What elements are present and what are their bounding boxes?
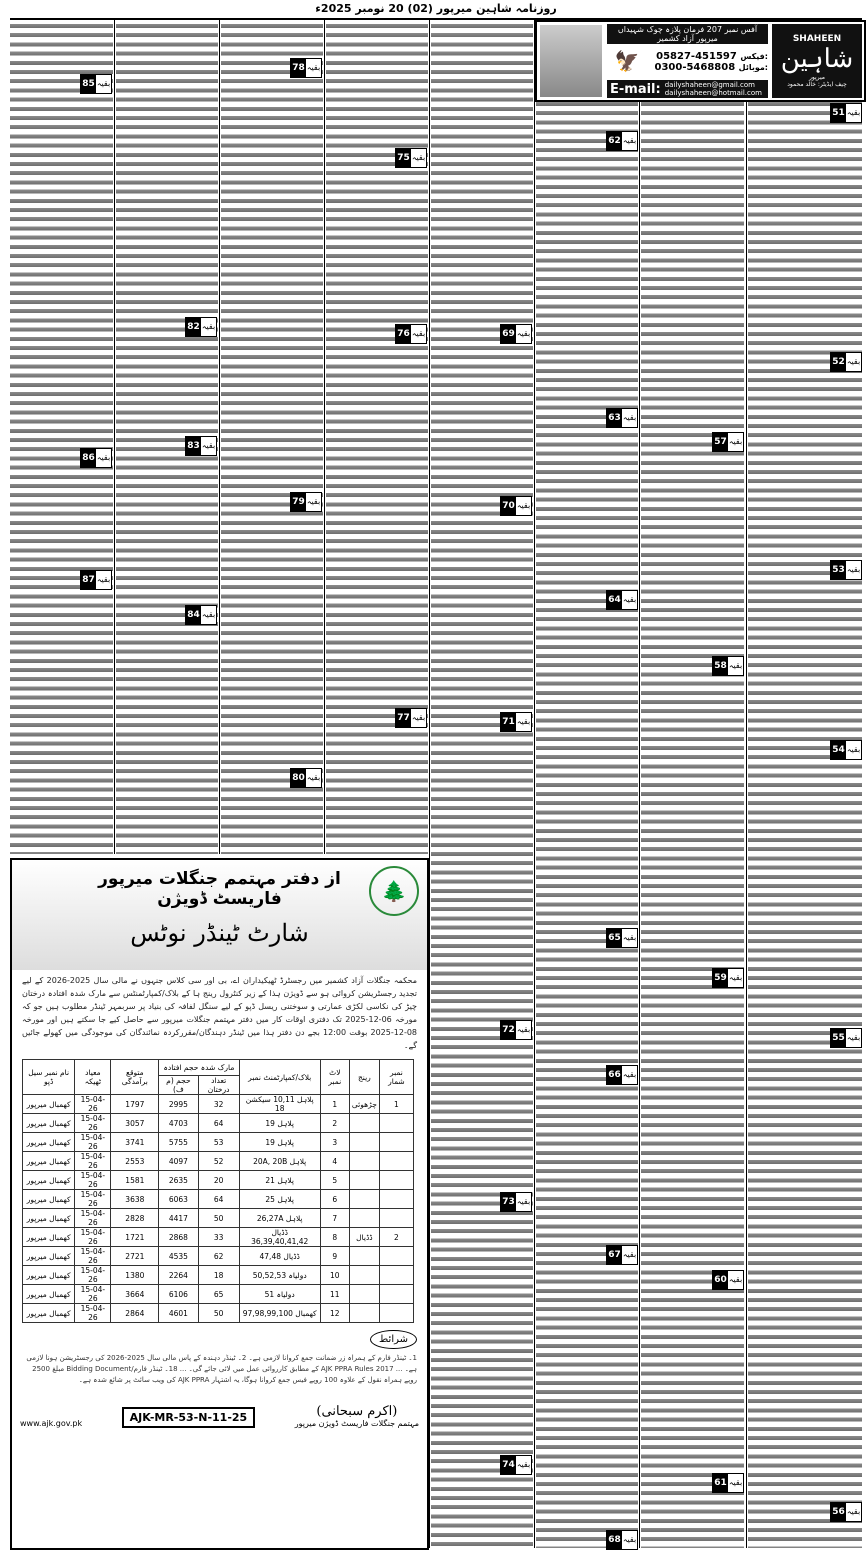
marker-number: 70	[501, 497, 516, 515]
marker-number: 74	[501, 1456, 516, 1474]
cell-period: 15-04-26	[75, 1095, 111, 1114]
email-label: E-mail:	[610, 81, 661, 97]
cell-period: 15-04-26	[75, 1266, 111, 1285]
cell-range	[349, 1285, 379, 1304]
office-address: آفس نمبر 207 فرمان پلازہ چوک شہیداں میرپور آزاد کشمیر	[607, 24, 768, 44]
continuation-marker	[606, 1530, 638, 1550]
cell-period: 15-04-26	[75, 1171, 111, 1190]
cell-volume: 4097	[159, 1152, 198, 1171]
cell-expected: 3057	[111, 1114, 159, 1133]
continuation-marker	[606, 1245, 638, 1265]
column-divider	[219, 20, 220, 854]
cell-sr: 1	[379, 1095, 413, 1114]
table-row	[23, 1133, 414, 1152]
cell-depot: کھمبال میرپور	[23, 1228, 75, 1247]
table-row	[23, 1228, 414, 1247]
marker-number: 61	[713, 1474, 728, 1492]
marker-number: 80	[291, 769, 306, 787]
cell-lot: 1	[320, 1095, 349, 1114]
continuation-marker	[712, 432, 744, 452]
col-header: معیاد ٹھیکہ	[75, 1060, 111, 1095]
cell-trees: 50	[198, 1209, 239, 1228]
cell-period: 15-04-26	[75, 1209, 111, 1228]
cell-expected: 3664	[111, 1285, 159, 1304]
column-divider	[114, 20, 115, 854]
cell-trees: 64	[198, 1114, 239, 1133]
marker-label: بقیہ	[846, 745, 861, 754]
continuation-marker	[290, 58, 322, 78]
marker-label: بقیہ	[728, 1478, 743, 1487]
news-column-2	[641, 100, 744, 1548]
cell-sr	[379, 1266, 413, 1285]
marker-number: 65	[607, 929, 622, 947]
eagle-icon: 🦅	[614, 49, 640, 73]
continuation-marker	[185, 317, 217, 337]
cell-block: دولیاہ 50,52,53	[239, 1266, 320, 1285]
marker-number: 59	[713, 969, 728, 987]
marker-number: 83	[186, 437, 201, 455]
cell-lot: 6	[320, 1190, 349, 1209]
cell-range: چڑھوئی	[349, 1095, 379, 1114]
masthead	[535, 20, 866, 102]
cell-depot: کھمبال میرپور	[23, 1209, 75, 1228]
cell-volume: 4703	[159, 1114, 198, 1133]
cell-period: 15-04-26	[75, 1247, 111, 1266]
marker-number: 82	[186, 318, 201, 336]
cell-sr	[379, 1171, 413, 1190]
continuation-marker	[500, 1455, 532, 1475]
cell-block: دولیاہ 51	[239, 1285, 320, 1304]
newspaper-logo	[772, 24, 862, 98]
cell-depot: کھمبال میرپور	[23, 1266, 75, 1285]
continuation-marker	[500, 712, 532, 732]
col-header: لاٹ نمبر	[320, 1060, 349, 1095]
table-row	[23, 1304, 414, 1323]
cell-block: پلاہل 21	[239, 1171, 320, 1190]
email-hotmail[interactable]: dailyshaheen@hotmail.com	[664, 89, 762, 97]
continuation-marker	[500, 496, 532, 516]
cell-range	[349, 1133, 379, 1152]
cell-depot: کھمبال میرپور	[23, 1190, 75, 1209]
marker-number: 62	[607, 132, 622, 150]
marker-number: 68	[607, 1531, 622, 1549]
cell-period: 15-04-26	[75, 1190, 111, 1209]
continuation-marker	[830, 1028, 862, 1048]
cell-expected: 2828	[111, 1209, 159, 1228]
news-column-4	[431, 22, 533, 1548]
cell-sr	[379, 1285, 413, 1304]
continuation-marker	[500, 1020, 532, 1040]
column-divider	[639, 20, 640, 1548]
cell-expected: 2721	[111, 1247, 159, 1266]
cell-depot: کھمبال میرپور	[23, 1171, 75, 1190]
cell-volume: 4535	[159, 1247, 198, 1266]
cell-expected: 1581	[111, 1171, 159, 1190]
marker-number: 87	[81, 571, 96, 589]
cell-lot: 3	[320, 1133, 349, 1152]
marker-number: 63	[607, 409, 622, 427]
fax-label: فیکس:	[740, 52, 768, 61]
email-gmail[interactable]: dailyshaheen@gmail.com	[664, 81, 755, 89]
cell-sr	[379, 1152, 413, 1171]
dateline: روزنامہ شاہین میرپور (02) 20 نومبر 2025ء	[10, 2, 862, 20]
marker-number: 64	[607, 591, 622, 609]
continuation-marker	[80, 570, 112, 590]
cell-range	[349, 1152, 379, 1171]
column-divider	[429, 20, 430, 1548]
marker-number: 76	[396, 325, 411, 343]
cell-expected: 2864	[111, 1304, 159, 1323]
continuation-marker	[712, 656, 744, 676]
cell-range	[349, 1171, 379, 1190]
marker-label: بقیہ	[846, 108, 861, 117]
continuation-marker	[606, 1065, 638, 1085]
continuation-marker	[712, 1473, 744, 1493]
marker-number: 60	[713, 1271, 728, 1289]
cell-expected: 3741	[111, 1133, 159, 1152]
marker-label: بقیہ	[96, 453, 111, 462]
col-group-header: مارک شدہ حجم افتادہ	[159, 1060, 239, 1076]
cell-depot: کھمبال میرپور	[23, 1095, 75, 1114]
marker-label: بقیہ	[306, 497, 321, 506]
cell-volume: 5755	[159, 1133, 198, 1152]
news-column-1	[748, 100, 862, 1548]
news-column-3	[536, 100, 638, 1548]
cell-sr	[379, 1209, 413, 1228]
cell-trees: 32	[198, 1095, 239, 1114]
cell-expected: 3638	[111, 1190, 159, 1209]
continuation-marker	[395, 148, 427, 168]
cell-depot: کھمبال میرپور	[23, 1133, 75, 1152]
cell-expected: 2553	[111, 1152, 159, 1171]
marker-label: بقیہ	[516, 717, 531, 726]
marker-label: بقیہ	[728, 1275, 743, 1284]
col-header: رینج	[349, 1060, 379, 1095]
cell-range	[349, 1114, 379, 1133]
continuation-marker	[500, 1192, 532, 1212]
continuation-marker	[290, 492, 322, 512]
cell-sr	[379, 1190, 413, 1209]
marker-label: بقیہ	[622, 413, 637, 422]
fax-number: 05827-451597	[656, 51, 737, 62]
marker-number: 78	[291, 59, 306, 77]
cell-period: 15-04-26	[75, 1152, 111, 1171]
logo-city: میرپور	[808, 74, 825, 81]
cell-trees: 18	[198, 1266, 239, 1285]
column-divider	[534, 20, 535, 1548]
forest-department-emblem-icon: 🌲	[369, 866, 419, 916]
cell-block: کھمبال 97,98,99,100	[239, 1304, 320, 1323]
marker-label: بقیہ	[622, 1250, 637, 1259]
table-row	[23, 1095, 414, 1114]
cell-trees: 52	[198, 1152, 239, 1171]
terms-label: شرائط	[370, 1330, 417, 1349]
cell-lot: 4	[320, 1152, 349, 1171]
marker-number: 79	[291, 493, 306, 511]
cell-range	[349, 1266, 379, 1285]
cell-depot: کھمبال میرپور	[23, 1114, 75, 1133]
cell-block: ڈڈیال 47,48	[239, 1247, 320, 1266]
marker-number: 69	[501, 325, 516, 343]
marker-label: بقیہ	[96, 79, 111, 88]
cell-expected: 1797	[111, 1095, 159, 1114]
cell-expected: 1380	[111, 1266, 159, 1285]
marker-label: بقیہ	[622, 136, 637, 145]
marker-label: بقیہ	[516, 1197, 531, 1206]
table-row	[23, 1247, 414, 1266]
marker-number: 84	[186, 606, 201, 624]
continuation-marker	[395, 708, 427, 728]
cell-volume: 2868	[159, 1228, 198, 1247]
mobile-number: 0300-5468808	[654, 62, 736, 73]
marker-label: بقیہ	[516, 501, 531, 510]
marker-label: بقیہ	[411, 713, 426, 722]
tender-table	[22, 1059, 414, 1323]
continuation-marker	[606, 590, 638, 610]
cell-volume: 2635	[159, 1171, 198, 1190]
marker-label: بقیہ	[96, 575, 111, 584]
cell-volume: 2264	[159, 1266, 198, 1285]
marker-number: 57	[713, 433, 728, 451]
continuation-marker	[606, 408, 638, 428]
marker-label: بقیہ	[306, 63, 321, 72]
marker-number: 67	[607, 1246, 622, 1264]
cell-block: پلاہل 19	[239, 1133, 320, 1152]
marker-label: بقیہ	[516, 1460, 531, 1469]
table-row	[23, 1114, 414, 1133]
cell-volume: 4601	[159, 1304, 198, 1323]
column-divider	[746, 20, 747, 1548]
marker-label: بقیہ	[516, 1025, 531, 1034]
marker-number: 77	[396, 709, 411, 727]
table-row	[23, 1152, 414, 1171]
continuation-marker	[830, 1502, 862, 1522]
table-row	[23, 1190, 414, 1209]
cell-sr: 2	[379, 1228, 413, 1247]
cell-range	[349, 1247, 379, 1266]
cell-sr	[379, 1247, 413, 1266]
marker-number: 71	[501, 713, 516, 731]
continuation-marker	[500, 324, 532, 344]
marker-number: 86	[81, 449, 96, 467]
cell-depot: کھمبال میرپور	[23, 1304, 75, 1323]
marker-number: 54	[831, 741, 846, 759]
continuation-marker	[606, 131, 638, 151]
cell-block: پلاہل 20A, 20B	[239, 1152, 320, 1171]
col-header: نمبر شمار	[379, 1060, 413, 1095]
cell-range: ڈڈیال	[349, 1228, 379, 1247]
continuation-marker	[830, 352, 862, 372]
table-row	[23, 1171, 414, 1190]
marker-label: بقیہ	[516, 329, 531, 338]
continuation-marker	[80, 448, 112, 468]
cell-block: پلاہل 26,27A	[239, 1209, 320, 1228]
monument-photo	[540, 25, 602, 97]
marker-label: بقیہ	[846, 357, 861, 366]
continuation-marker	[290, 768, 322, 788]
signatory-name: (اکرم سبحانی)	[316, 1404, 398, 1419]
cell-volume: 2995	[159, 1095, 198, 1114]
continuation-marker	[712, 968, 744, 988]
cell-trees: 20	[198, 1171, 239, 1190]
continuation-marker	[395, 324, 427, 344]
marker-label: بقیہ	[728, 973, 743, 982]
signatory-title: مہتمم جنگلات فاریسٹ ڈویژن میرپور	[294, 1419, 419, 1428]
website-link[interactable]: www.ajk.gov.pk	[20, 1419, 83, 1428]
marker-number: 51	[831, 104, 846, 122]
continuation-marker	[830, 740, 862, 760]
cell-volume: 4417	[159, 1209, 198, 1228]
cell-lot: 9	[320, 1247, 349, 1266]
cell-period: 15-04-26	[75, 1114, 111, 1133]
tender-notice	[10, 858, 429, 1550]
mobile-label: موبائل:	[738, 63, 768, 72]
table-row	[23, 1285, 414, 1304]
continuation-marker	[712, 1270, 744, 1290]
marker-number: 52	[831, 353, 846, 371]
marker-label: بقیہ	[201, 441, 216, 450]
advertisement-ref: AJK-MR-53-N-11-25	[122, 1407, 256, 1428]
tender-office: از دفتر مہتمم جنگلات میرپور فاریسٹ ڈویژن	[98, 869, 341, 909]
news-column-8	[10, 22, 113, 854]
marker-number: 66	[607, 1066, 622, 1084]
col-header: نام نمبر سیل ڈپو	[23, 1060, 75, 1095]
table-row	[23, 1266, 414, 1285]
marker-label: بقیہ	[411, 153, 426, 162]
logo-urdu: شاہین	[780, 44, 854, 74]
marker-label: بقیہ	[306, 773, 321, 782]
cell-depot: کھمبال میرپور	[23, 1152, 75, 1171]
cell-lot: 2	[320, 1114, 349, 1133]
logo-english: SHAHEEN	[792, 34, 842, 44]
cell-sr	[379, 1304, 413, 1323]
marker-label: بقیہ	[411, 329, 426, 338]
cell-period: 15-04-26	[75, 1228, 111, 1247]
continuation-marker	[80, 74, 112, 94]
cell-lot: 11	[320, 1285, 349, 1304]
col-header: بلاک/کمپارٹمنٹ نمبر	[239, 1060, 320, 1095]
tender-title: شارٹ ٹینڈر نوٹس	[130, 919, 309, 947]
marker-label: بقیہ	[201, 322, 216, 331]
cell-sr	[379, 1133, 413, 1152]
continuation-marker	[830, 560, 862, 580]
cell-period: 15-04-26	[75, 1304, 111, 1323]
cell-trees: 50	[198, 1304, 239, 1323]
cell-lot: 5	[320, 1171, 349, 1190]
cell-block: ڈڈیال 36,39,40,41,42	[239, 1228, 320, 1247]
cell-depot: کھمبال میرپور	[23, 1285, 75, 1304]
marker-number: 85	[81, 75, 96, 93]
col-header: متوقع برآمدگی	[111, 1060, 159, 1095]
marker-number: 75	[396, 149, 411, 167]
continuation-marker	[185, 436, 217, 456]
cell-lot: 12	[320, 1304, 349, 1323]
cell-volume: 6063	[159, 1190, 198, 1209]
marker-number: 55	[831, 1029, 846, 1047]
cell-sr	[379, 1114, 413, 1133]
cell-trees: 62	[198, 1247, 239, 1266]
col-header: حجم (م ف)	[159, 1076, 198, 1095]
col-header: تعداد درختان	[198, 1076, 239, 1095]
cell-volume: 6106	[159, 1285, 198, 1304]
cell-lot: 10	[320, 1266, 349, 1285]
column-divider	[324, 20, 325, 854]
cell-block: پلاہل 10,11 سیکشن 18	[239, 1095, 320, 1114]
marker-label: بقیہ	[846, 1033, 861, 1042]
marker-number: 56	[831, 1503, 846, 1521]
cell-lot: 8	[320, 1228, 349, 1247]
marker-label: بقیہ	[622, 595, 637, 604]
marker-label: بقیہ	[201, 610, 216, 619]
marker-number: 58	[713, 657, 728, 675]
cell-block: پلاہل 25	[239, 1190, 320, 1209]
cell-trees: 33	[198, 1228, 239, 1247]
cell-range	[349, 1190, 379, 1209]
marker-label: بقیہ	[622, 1070, 637, 1079]
continuation-marker	[830, 103, 862, 123]
continuation-marker	[606, 928, 638, 948]
marker-label: بقیہ	[622, 1535, 637, 1544]
marker-label: بقیہ	[728, 437, 743, 446]
marker-number: 53	[831, 561, 846, 579]
cell-trees: 65	[198, 1285, 239, 1304]
continuation-marker	[185, 605, 217, 625]
tender-terms: 1۔ ٹینڈر فارم کے ہمراہ زر ضمانت جمع کروانا لازمی ہے۔ 2۔ ٹینڈر دہندہ کے پاس مالی سال 2025-2026 کی رجسٹریشن ہونا لازمی ہے۔ ... AJK PPRA Rules 2017 کے مطابق کارروائی عمل میں لائی جائے گی۔ ... 18۔ ٹینڈر فارم/Bidding Document مبلغ 2500 روپے ہمراہ نقول کے علاوہ 100 روپے فیس جمع کروانا ہوگا، یہ اشتہار AJK PPRA کی ویب سائٹ پر شائع شدہ ہے۔	[26, 1354, 417, 1384]
cell-trees: 64	[198, 1190, 239, 1209]
marker-label: بقیہ	[622, 933, 637, 942]
cell-range	[349, 1209, 379, 1228]
marker-number: 73	[501, 1193, 516, 1211]
cell-trees: 53	[198, 1133, 239, 1152]
news-column-5	[326, 22, 428, 854]
editor-name: چیف ایڈیٹر: خالد محمود	[787, 81, 847, 88]
cell-depot: کھمبال میرپور	[23, 1247, 75, 1266]
cell-block: پلاہل 19	[239, 1114, 320, 1133]
tender-body: محکمہ جنگلات آزاد کشمیر میں رجسٹرڈ ٹھیکیداران اے، بی اور سی کلاس جنہوں نے مالی سال 2025-2026 کے لیے تجدید رجسٹریشن کروائی ہو سے ڈویژن ہذا کے زیر کنٹرول رینج ہا کے بلاک/کمپارٹمنٹس سے مارک شدہ افتادہ درختان چیڑ کی نکاسی لکڑی عمارتی و سوختنی ریسل ڈپو کے لیے سنگل لفافہ کی بنیاد پر سربمہر ٹینڈر مطلوب ہیں جو کہ مورخہ 06-12-2025 تک دفتری اوقات کار میں دفتر مہتمم جنگلات میرپور سے حاصل کیے جا سکتے ہیں اور مورخہ 08-12-2025 بوقت 12:00 بجے دن دفتر ہذا میں ٹینڈر دہندگان/مقررکردہ نمائندگان کی موجودگی میں کھولے جائیں گے۔	[22, 976, 418, 1050]
marker-number: 72	[501, 1021, 516, 1039]
cell-range	[349, 1304, 379, 1323]
cell-period: 15-04-26	[75, 1285, 111, 1304]
table-row	[23, 1209, 414, 1228]
marker-label: بقیہ	[846, 565, 861, 574]
cell-expected: 1721	[111, 1228, 159, 1247]
cell-period: 15-04-26	[75, 1133, 111, 1152]
news-column-6	[221, 22, 323, 854]
marker-label: بقیہ	[846, 1507, 861, 1516]
cell-lot: 7	[320, 1209, 349, 1228]
marker-label: بقیہ	[728, 661, 743, 670]
